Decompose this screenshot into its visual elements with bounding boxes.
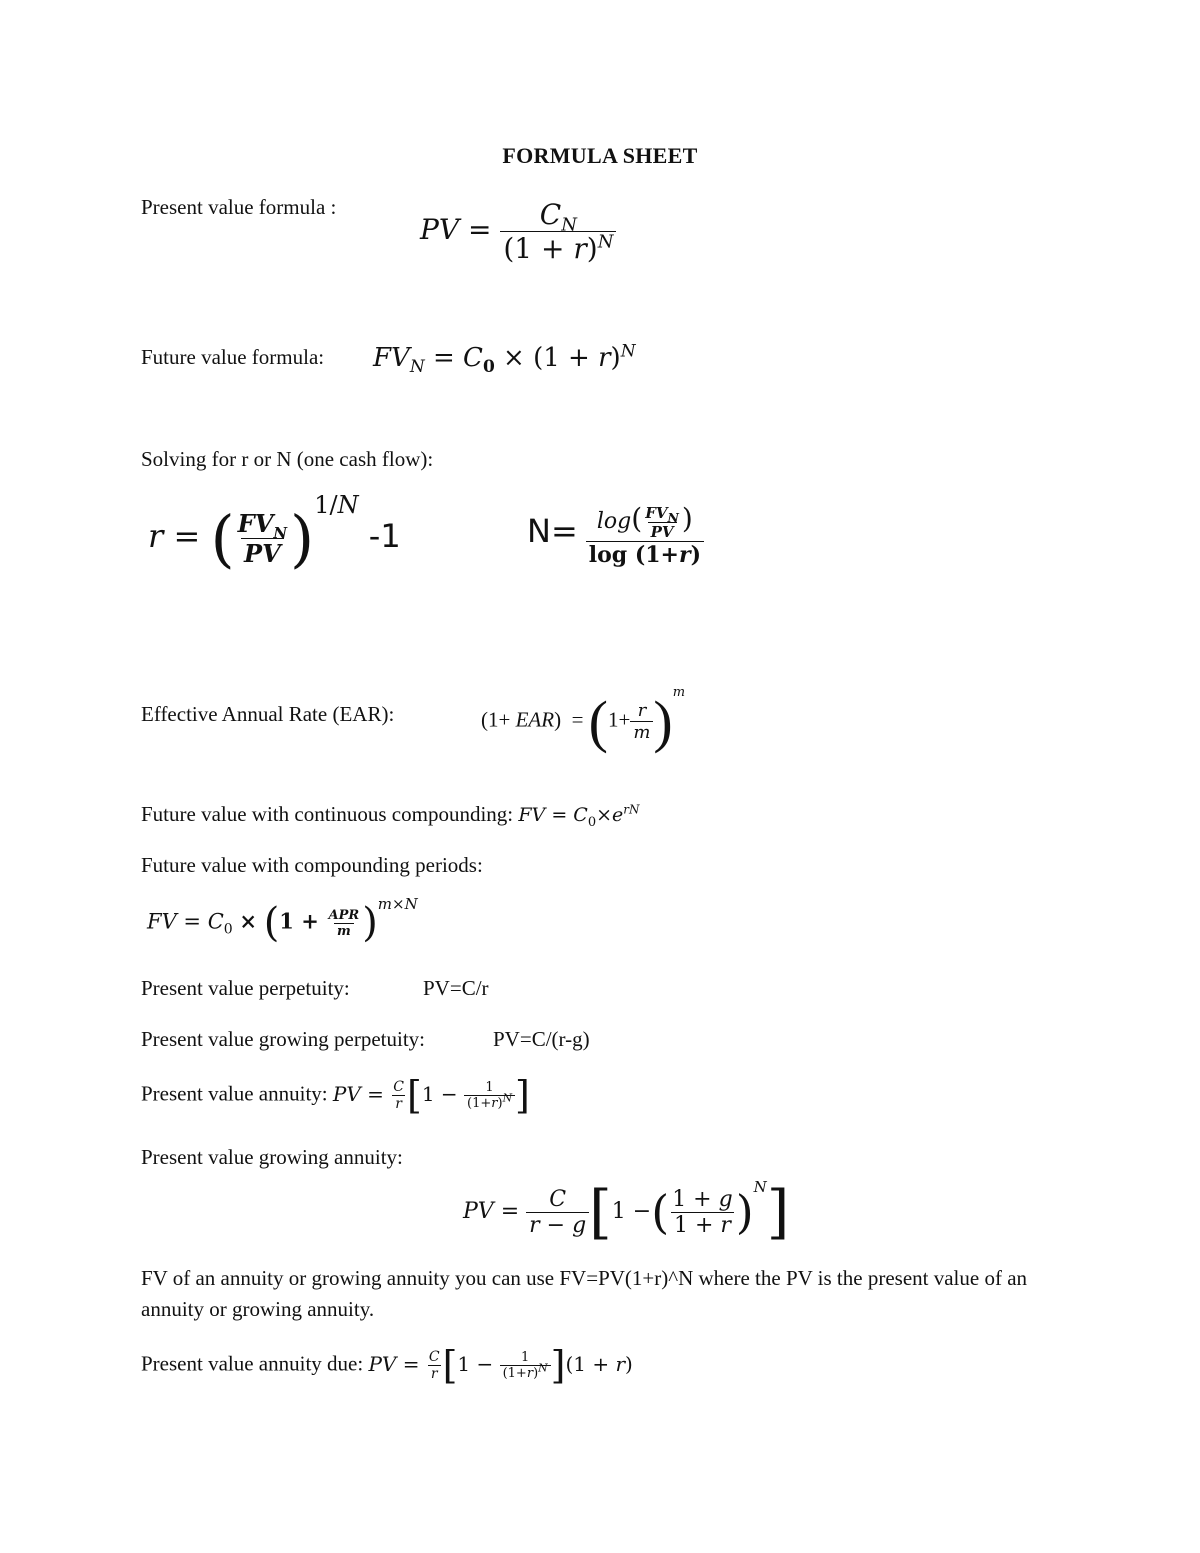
- solve-r-equation: r = ( $\frac{FV_N}{PV}$ )$^{1/N}$ -1: [148, 491, 401, 575]
- fv-continuous-equation: FV = $C_0\times e^{rN}$: [518, 802, 640, 830]
- pv-growing-perpetuity-formula: PV=C/(r-g): [493, 1027, 590, 1051]
- pv-annuity-equation: PV = $\frac{C}{r}$ [1 − $\frac{1}{(1+r)^N}$ ]: [332, 1073, 530, 1117]
- pv-perpetuity-formula: PV=C/r: [423, 976, 489, 1000]
- pv-annuity-label: Present value annuity:: [141, 1081, 328, 1106]
- pv-annuity-due-equation: PV = $\frac{C}{r}$ [1 − $\frac{1}{(1+r)^N}$ ](1 + r): [368, 1343, 633, 1387]
- pv-perpetuity-label: Present value perpetuity:: [141, 976, 350, 1000]
- fv-annuity-note: FV of an annuity or growing annuity you can use FV=PV(1+r)^N where the PV is the present value of an annuity or growing annuity.: [141, 1266, 1028, 1321]
- fv-continuous-text: Future value with continuous compounding:: [141, 802, 514, 826]
- ear-label: Effective Annual Rate (EAR):: [141, 702, 395, 726]
- pv-annuity-row: [141, 1073, 530, 1117]
- pv-growing-perpetuity-label: Present value growing perpetuity:: [141, 1027, 426, 1051]
- page-title: FORMULA SHEET: [502, 143, 698, 168]
- pv-formula-equation: PV = $\frac{C_N}{(1 + r)^N}$: [420, 198, 616, 265]
- pv-annuity-due-label: Present value annuity due:: [141, 1351, 364, 1376]
- fv-periods-label: Future value with compounding periods:: [141, 853, 483, 877]
- fv-formula-equation: $FV_N = C_0 \times (1 + r)^N$: [373, 341, 636, 378]
- pv-annuity-due-row: [141, 1343, 633, 1387]
- fv-periods-equation: FV = $C_0 \times (1$ + $\frac{\text{APR}}{m}$ )$^{m\times N}$: [147, 894, 418, 946]
- fv-continuous-label: [141, 802, 640, 830]
- fv-formula-label: Future value formula:: [141, 345, 325, 369]
- pv-growing-annuity-equation: PV = $\frac{C}{r - g}$ [1 −( $\frac{1 + g}{1 + r}$ )$^N$]: [463, 1177, 790, 1246]
- pv-growing-annuity-label: Present value growing annuity:: [141, 1145, 403, 1169]
- ear-equation: (1+ EAR) = (1+ $\frac{r}{m}$ )$^m$: [481, 685, 686, 754]
- solve-n-equation: N= log( $\frac{FV_N}{PV}$ ) log (1+r): [527, 502, 704, 568]
- pv-formula-label: Present value formula :: [141, 195, 337, 219]
- solving-label: Solving for r or N (one cash flow):: [141, 447, 434, 471]
